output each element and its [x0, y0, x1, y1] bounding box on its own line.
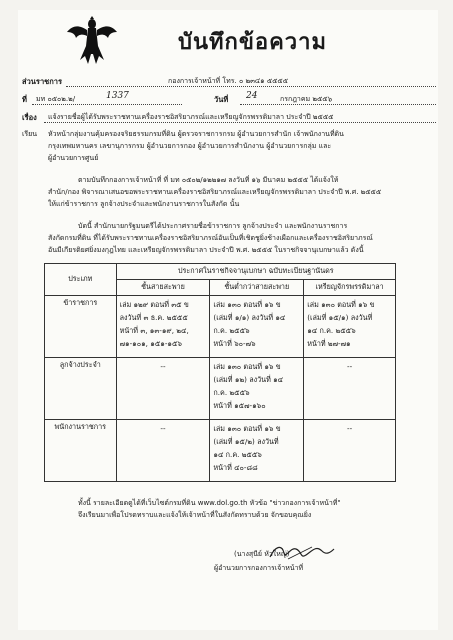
subheader-sash: ชั้นสายสะพาย [116, 280, 210, 296]
gazette-table [44, 263, 396, 482]
cell-line: (เล่มที่ ๑๕/๑) ลงวันที่ [307, 313, 373, 322]
cell-line: หน้าที่ ๑๕๗-๑๖๐ [213, 401, 266, 410]
table-cell [116, 358, 210, 420]
table-cell [116, 420, 210, 482]
salutation-line-1: หัวหน้ากลุ่มงานคุ้มครองจริยธรรมกรมที่ดิน ผู้ตรวจราชการกรม ผู้อำนวยการสำนัก เจ้าพนักงานที่ดิน [48, 130, 344, 138]
table-header-row [45, 264, 396, 280]
cell-line: (เล่มที่ ๑๒) ลงวันที่ ๑๔ [213, 375, 284, 384]
closing-line-1: ทั้งนี้ รายละเอียดดูได้ที่เว็บไซต์กรมที่ดิน www.dol.go.th หัวข้อ "ข่าวกองการเจ้าหน้าที่" [78, 499, 341, 507]
table-row [45, 420, 396, 482]
cell-line: ก.ค. ๒๕๕๖ [213, 388, 250, 397]
cell-line: เล่ม ๑๓๐ ตอนที่ ๑๖ ข [307, 300, 375, 309]
table-cell [210, 420, 304, 482]
cell-line: ๑๔ ก.ค. ๒๕๕๖ [213, 450, 262, 459]
cell-line: หน้าที่ ๖๐-๗๖ [213, 339, 256, 348]
cell-line: เล่ม ๑๒๙ ตอนที่ ๓๕ ข [119, 300, 189, 309]
table-cell [304, 358, 396, 420]
paragraph-1-line-3: ให้แก่ข้าราชการ ลูกจ้างประจำและพนักงานราชการในสังกัด นั้น [48, 200, 240, 208]
date-value: กรกฎาคม ๒๕๕๖ [280, 95, 333, 103]
cell-line: (เล่มที่ ๑/๑) ลงวันที่ ๑๔ [213, 313, 286, 322]
paragraph-2-line-2: สังกัดกรมที่ดิน ที่ได้รับพระราชทานเครื่องราชอิสริยาภรณ์อันเป็นที่เชิดชูยิ่งช้างเผือกและเครื่องราชอิสริยาภรณ์ [48, 234, 373, 242]
cell-line: หน้าที่ ๒๗-๗๑ [307, 339, 351, 348]
cell-line: ๗๑-๑๐๑, ๑๕๑-๑๕๖ [119, 339, 182, 348]
paragraph-2-line-3: อันมีเกียรติยศยิ่งมงกุฎไทย และเหรียญจักรพรรดิมาลา ประจำปี พ.ศ. ๒๕๕๕ ในราชกิจจานุเบกษาแล้ว ดังนี้ [48, 246, 364, 254]
table-cell [210, 358, 304, 420]
cell-line: ๑๔ ก.ค. ๒๕๕๖ [307, 326, 356, 335]
cell-line: (เล่มที่ ๑๕/๒) ลงวันที่ [213, 437, 279, 446]
table-cell [304, 420, 396, 482]
subject-label: เรื่อง [22, 113, 37, 122]
row-type-cell: ข้าราชการ [45, 296, 117, 358]
paragraph-1-line-2: สำนัก/กอง พิจารณาเสนอขอพระราชทานเครื่องราชอิสริยาภรณ์และเหรียญจักรพรรดิมาลา ประจำปี พ.ศ. ๒๕๕๕ [48, 188, 382, 196]
paragraph-2-line-1: บัดนี้ สำนักนายกรัฐมนตรีได้ประกาศรายชื่อข้าราชการ ลูกจ้างประจำ และพนักงานราชการ [78, 222, 348, 230]
cell-line: -- [347, 362, 353, 371]
garuda-emblem-icon [66, 16, 118, 66]
cell-line: -- [347, 424, 353, 433]
ref-label: ที่ [22, 95, 27, 104]
cell-line: ก.ค. ๒๕๕๖ [213, 326, 250, 335]
type-header: ประเภท [45, 264, 117, 296]
table-cell [210, 296, 304, 358]
cell-line: ลงวันที่ ๓ ธ.ค. ๒๕๕๕ [119, 313, 188, 322]
salutation-line-3: ผู้อำนวยการศูนย์ [48, 154, 99, 162]
subheader-medal: เหรียญจักรพรรดิมาลา [304, 280, 396, 296]
row-type-cell: พนักงานราชการ [45, 420, 117, 482]
department-label: ส่วนราชการ [22, 77, 63, 86]
memo-page [18, 10, 438, 630]
salutation-line-2: กรุงเทพมหานคร เลขานุการกรม ผู้อำนวยการกอง ผู้อำนวยการสำนักงาน ผู้อำนวยการกลุ่ม และ [48, 142, 332, 150]
paragraph-1-line-1: ตามบันทึกกองการเจ้าหน้าที่ ที่ มท ๐๕๐๒/๑๒๒๑๗ ลงวันที่ ๑๖ มีนาคม ๒๕๕๕ ได้แจ้งให้ [78, 176, 339, 184]
signatory-name: (นางสุนีย์ หัวใหญ่) [234, 550, 290, 558]
cell-line: -- [160, 362, 166, 371]
signatory-position: ผู้อำนวยการกองการเจ้าหน้าที่ [214, 564, 304, 572]
gazette-group-header: ประกาศในราชกิจจานุเบกษา ฉบับทะเบียนฐานันดร [116, 264, 395, 280]
memo-title: บันทึกข้อความ [178, 29, 328, 55]
date-label: วันที่ [214, 95, 229, 104]
cell-line: เล่ม ๑๓๐ ตอนที่ ๑๖ ข [213, 300, 281, 309]
subheader-below-sash: ชั้นต่ำกว่าสายสะพาย [210, 280, 304, 296]
ref-handwritten: 1337 [106, 91, 129, 101]
closing-line-2: จึงเรียนมาเพื่อโปรดทราบและแจ้งให้เจ้าหน้าที่ในสังกัดทราบด้วย จักขอบคุณยิ่ง [78, 511, 312, 519]
row-type-cell: ลูกจ้างประจำ [45, 358, 117, 420]
department-value: กองการเจ้าหน้าที่ โทร. ๐ ๒๓๔๑ ๕๕๕๕ [168, 77, 289, 85]
table-cell [116, 296, 210, 358]
table-row [45, 296, 396, 358]
table-cell [304, 296, 396, 358]
cell-line: -- [160, 424, 166, 433]
date-dotline [240, 104, 436, 105]
ref-value: มท ๐๕๐๒.๒/ [36, 95, 76, 103]
cell-line: หน้าที่ ๔๐-๘๘ [213, 463, 258, 472]
salutation-label: เรียน [22, 130, 38, 138]
table-row [45, 358, 396, 420]
cell-line: เล่ม ๑๓๐ ตอนที่ ๑๖ ข [213, 362, 281, 371]
date-handwritten: 24 [246, 91, 258, 101]
subject-value: แจ้งรายชื่อผู้ได้รับพระราชทานเครื่องราชอิสริยาภรณ์และเหรียญจักรพรรดิมาลา ประจำปี ๒๕๕๕ [48, 113, 334, 121]
cell-line: เล่ม ๑๓๐ ตอนที่ ๑๖ ข [213, 424, 281, 433]
cell-line: หน้าที่ ๓, ๑๓-๑๙, ๒๔, [119, 326, 189, 335]
